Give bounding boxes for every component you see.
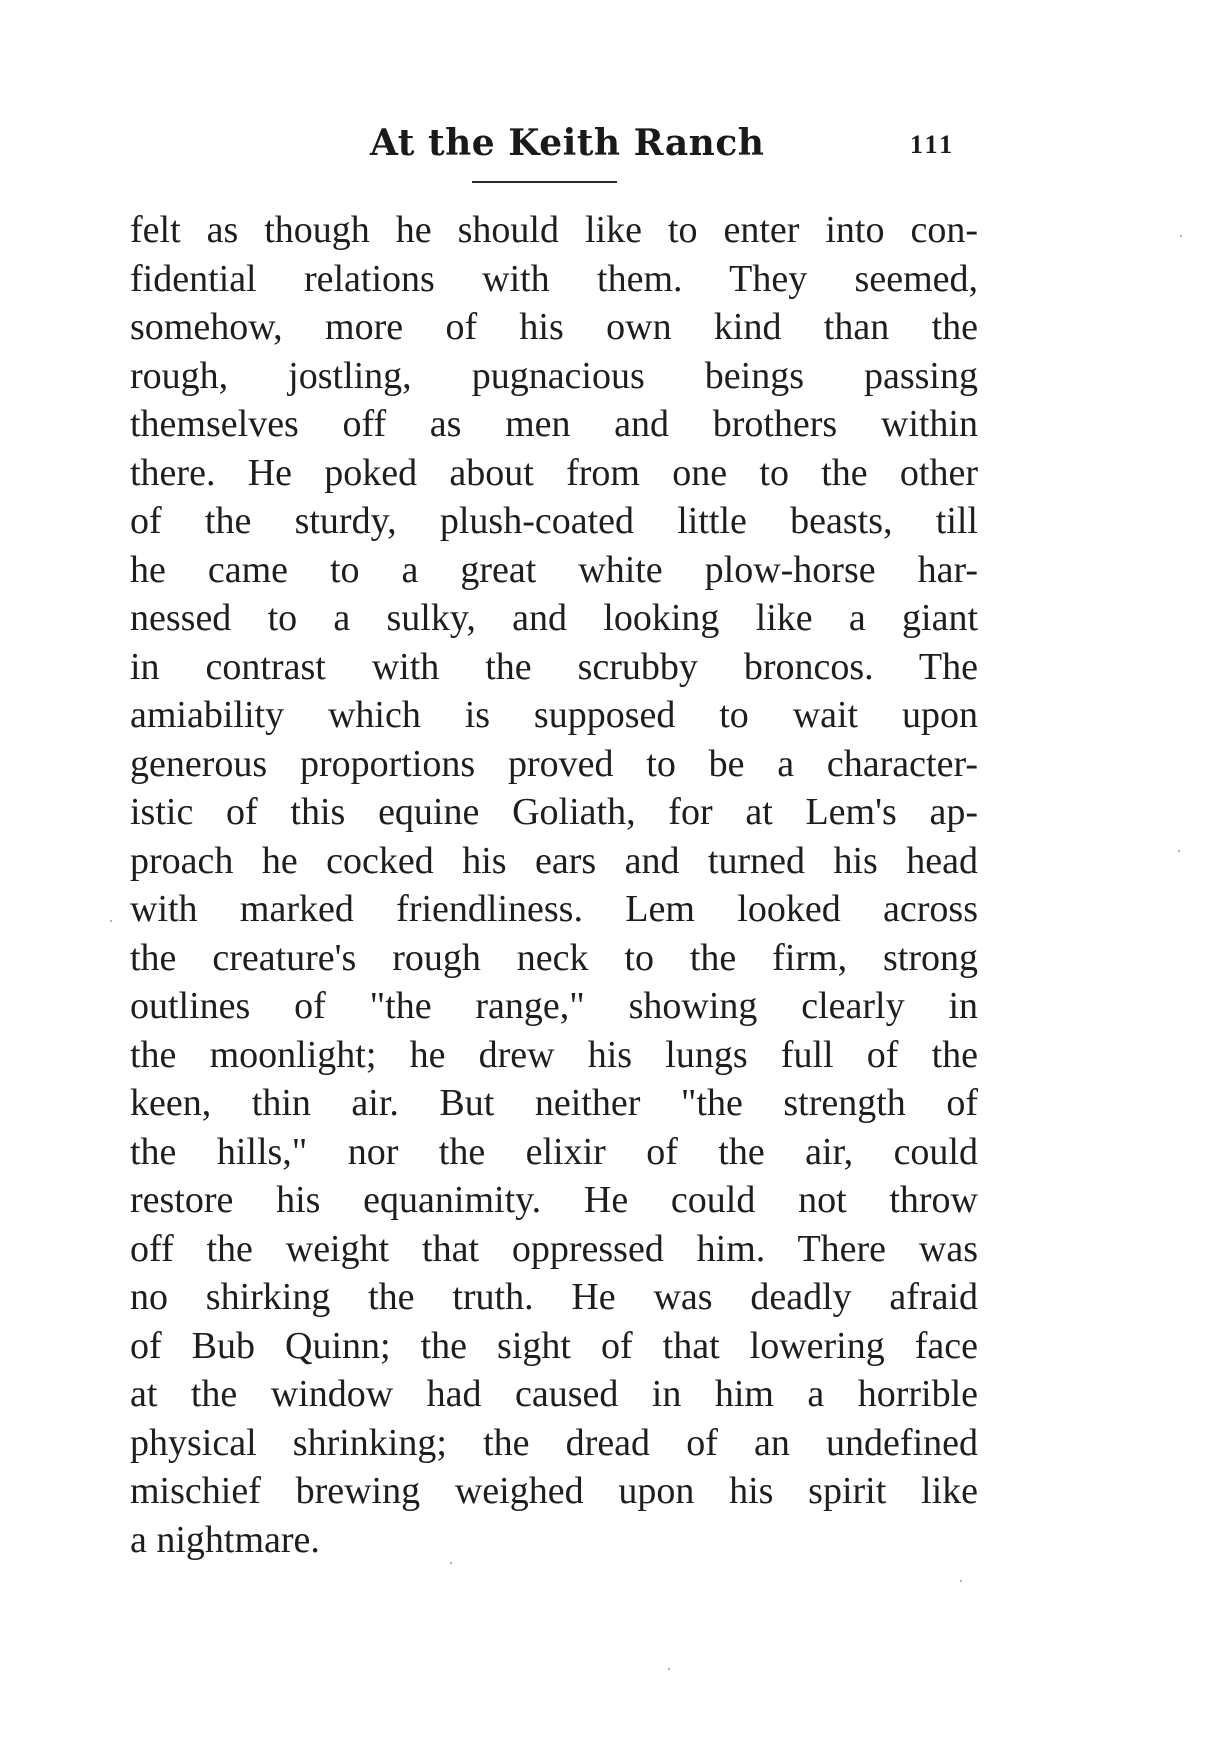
text-line: at the window had caused in him a horrible [130, 1373, 978, 1415]
text-line: somehow, more of his own kind than the [130, 306, 978, 348]
text-line: no shirking the truth. He was deadly afraid [130, 1276, 978, 1318]
text-line: the creature's rough neck to the firm, strong [130, 936, 978, 979]
text-line: felt as though he should like to enter into con- [130, 209, 978, 251]
text-line: outlines of "the range," showing clearly in [130, 985, 978, 1027]
text-line: there. He poked about from one to the other [130, 451, 978, 494]
header-rule [472, 181, 617, 183]
text-line: amiability which is supposed to wait upon [130, 694, 978, 736]
text-line: nessed to a sulky, and looking like a giant [130, 597, 978, 639]
text-line: a nightmare. [130, 1518, 320, 1561]
text-line: in contrast with the scrubby broncos. The [130, 645, 978, 688]
paper-speck [110, 920, 112, 922]
text-line: he came to a great white plow-horse har- [130, 548, 978, 591]
running-title: At the Keith Ranch [370, 122, 765, 164]
paper-speck [960, 1580, 962, 1582]
text-line: of the sturdy, plush-coated little beasts, till [130, 500, 978, 542]
text-line: themselves off as men and brothers within [130, 403, 978, 445]
paper-speck [1178, 850, 1180, 852]
paper-speck [450, 1562, 452, 1564]
text-line: mischief brewing weighed upon his spirit like [130, 1470, 978, 1512]
text-line: physical shrinking; the dread of an undefined [130, 1421, 978, 1464]
text-line: istic of this equine Goliath, for at Lem's ap- [130, 791, 978, 833]
body-text [130, 206, 978, 1564]
page-number: 111 [910, 130, 956, 159]
text-line: keen, thin air. But neither "the strength of [130, 1082, 978, 1124]
text-line: fidential relations with them. They seemed, [130, 257, 978, 300]
text-line: proach he cocked his ears and turned his head [130, 839, 978, 882]
text-line: the moonlight; he drew his lungs full of the [130, 1033, 978, 1076]
text-line: of Bub Quinn; the sight of that lowering face [130, 1324, 978, 1367]
paper-speck [1180, 235, 1182, 237]
text-line: the hills," nor the elixir of the air, could [130, 1130, 978, 1173]
text-line: off the weight that oppressed him. There was [130, 1227, 978, 1270]
text-line: generous proportions proved to be a character- [130, 742, 978, 785]
text-line: with marked friendliness. Lem looked across [130, 888, 978, 930]
text-line: rough, jostling, pugnacious beings passing [130, 354, 978, 397]
paper-speck [668, 1668, 670, 1670]
text-line: restore his equanimity. He could not throw [130, 1179, 978, 1221]
running-head [0, 122, 1222, 172]
